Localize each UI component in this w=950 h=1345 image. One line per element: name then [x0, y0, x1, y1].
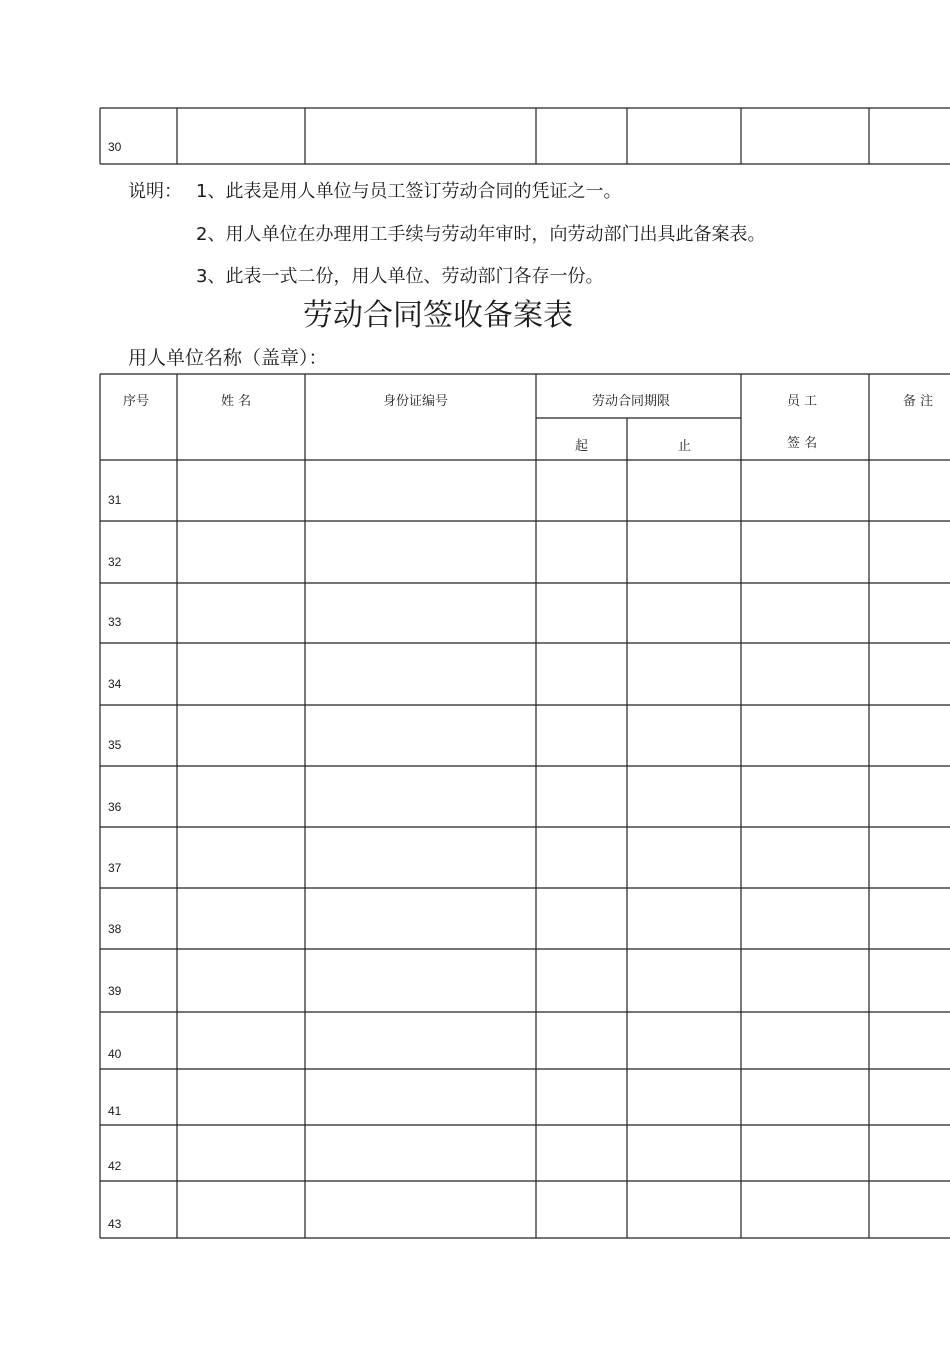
row-number: 39: [108, 984, 122, 998]
header-contract-period: 劳动合同期限: [592, 394, 671, 409]
header-id-number: 身份证编号: [383, 394, 449, 409]
header-start: 起: [575, 439, 589, 454]
employer-name-label: 用人单位名称（盖章）：: [128, 347, 328, 369]
row-number: 41: [108, 1104, 122, 1118]
form-title: 劳动合同签收备案表: [303, 298, 573, 333]
row-number: 37: [108, 861, 122, 875]
row-number-30: 30: [108, 140, 122, 154]
header-end: 止: [678, 439, 692, 454]
header-name: 姓 名: [221, 394, 252, 409]
row-number: 33: [108, 615, 122, 629]
header-remarks: 备 注: [903, 394, 934, 409]
row-number: 32: [108, 555, 122, 569]
row-number: 36: [108, 800, 122, 814]
header-employee-sign-2: 签 名: [787, 436, 818, 451]
header-employee-sign-1: 员 工: [787, 394, 818, 409]
header-seq: 序号: [123, 394, 150, 409]
row-number: 34: [108, 677, 122, 691]
note-item-2: 2、用人单位在办理用工手续与劳动年审时，向劳动部门出具此备案表。: [196, 224, 766, 245]
row-number: 31: [108, 493, 122, 507]
row-number: 43: [108, 1217, 122, 1231]
row-number: 35: [108, 738, 122, 752]
row-number: 42: [108, 1159, 122, 1173]
row-number: 40: [108, 1047, 122, 1061]
note-item-1: 1、此表是用人单位与员工签订劳动合同的凭证之一。: [196, 181, 622, 202]
row-number: 38: [108, 922, 122, 936]
notes-label: 说明：: [128, 181, 182, 202]
note-item-3: 3、此表一式二份，用人单位、劳动部门各存一份。: [196, 266, 604, 287]
